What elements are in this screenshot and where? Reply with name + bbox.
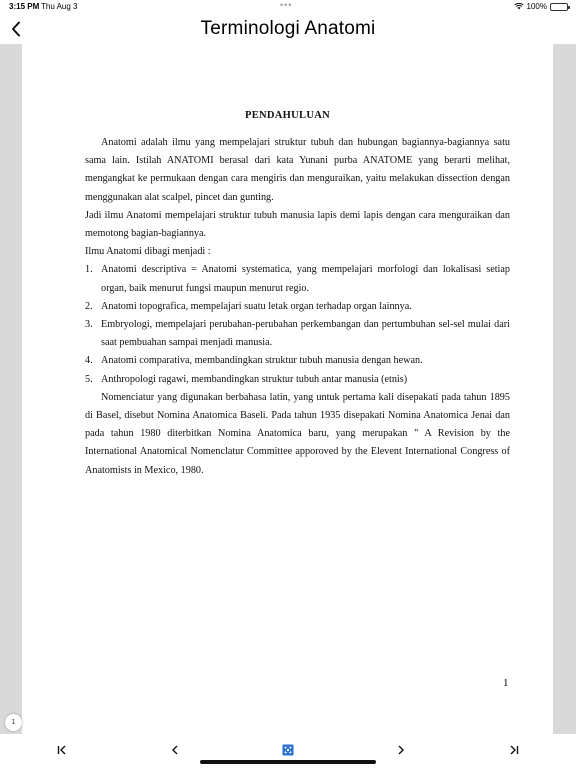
- list-text: Anthropologi ragawi, membandingkan struktur tubuh antar manusia (etnis): [101, 373, 408, 385]
- multitasking-dots-icon[interactable]: •••: [280, 0, 293, 10]
- list-item: [85, 352, 510, 370]
- status-right: [514, 2, 568, 11]
- list-number: 3.: [85, 319, 93, 331]
- document-heading: PENDAHULUAN: [245, 110, 330, 121]
- first-page-icon: [57, 745, 67, 755]
- first-page-button[interactable]: [52, 742, 72, 758]
- list-number: 2.: [85, 300, 93, 312]
- list-number: 1.: [85, 264, 93, 276]
- status-date: Thu Aug 3: [41, 2, 78, 11]
- list-number: 4.: [85, 355, 93, 367]
- list-text: Anatomi descriptiva = Anatomi systematica, yang mempelajari morfologi dan lokalisasi setiap organ, baik menurut fungsi maupun menurut regio.: [101, 264, 510, 294]
- thumbnails-button[interactable]: [278, 742, 298, 758]
- list-number: 5.: [85, 373, 93, 385]
- thumbnails-icon: [282, 744, 294, 756]
- last-page-button[interactable]: [504, 742, 524, 758]
- next-page-button[interactable]: [391, 742, 411, 758]
- division-list: [85, 261, 510, 388]
- previous-page-icon: [171, 745, 179, 755]
- battery-icon: [550, 3, 568, 11]
- list-item: [85, 298, 510, 316]
- nav-bar: [0, 14, 576, 44]
- paragraph-nomenclature: Nomenciatur yang digunakan berbahasa latin, yang untuk pertama kali disepakati pada tahun 1895 di Basel, disebut Nomina Anatomica Baseli. Pada tahun 1935 disepakati Nomina Anatomica Jenai dan pada tahun 1980 diterbitkan Nomina Anatomica baru, yang merupakan " A Revision by the International Anatomical Nomenclatur Committee apporoved by the Elevent International Congress of Anatomists in Mexico, 1980.: [85, 391, 510, 476]
- paragraph-summary: Jadi ilmu Anatomi mempelajari struktur tubuh manusia lapis demi lapis dengan cara menguraikan dan memotong bagian-bagiannya.: [85, 209, 510, 240]
- paragraph-list-intro: Ilmu Anatomi dibagi menjadi :: [85, 246, 211, 258]
- list-text: Embryologi, mempelajari perubahan-perubahan perkembangan dan pertumbuhan sel-sel mulai dari saat pembuahan sampai menjadi manusia.: [101, 319, 510, 349]
- list-item: [85, 261, 510, 297]
- list-item: [85, 371, 510, 389]
- document-page-number: 1: [503, 677, 509, 689]
- page-title: Terminologi Anatomi: [200, 18, 376, 39]
- battery-percent: 100%: [526, 2, 547, 11]
- status-time: 3:15 PM: [9, 2, 40, 11]
- document-body: [85, 134, 510, 480]
- list-text: Anatomi comparativa, membandingkan struktur tubuh manusia dengan hewan.: [101, 355, 423, 367]
- list-text: Anatomi topografica, mempelajari suatu letak organ terhadap organ lainnya.: [101, 300, 412, 312]
- current-page-badge[interactable]: 1: [5, 714, 22, 731]
- home-indicator: [200, 760, 376, 764]
- paragraph-intro: Anatomi adalah ilmu yang mempelajari struktur tubuh dan hubungan bagiannya-bagiannya satu sama lain. Istilah ANATOMI berasal dari kata Yunani purba ANATOME yang berarti melihat, mengangkat ke permukaan dengan cara mengiris dan menguraikan, yaitu melakukan dissection dengan menggunakan alat scalpel, pincet dan gunting.: [85, 137, 510, 203]
- previous-page-button[interactable]: [165, 742, 185, 758]
- next-page-icon: [397, 745, 405, 755]
- wifi-icon: [514, 3, 524, 10]
- status-bar: [0, 0, 576, 14]
- list-item: [85, 316, 510, 352]
- last-page-icon: [509, 745, 519, 755]
